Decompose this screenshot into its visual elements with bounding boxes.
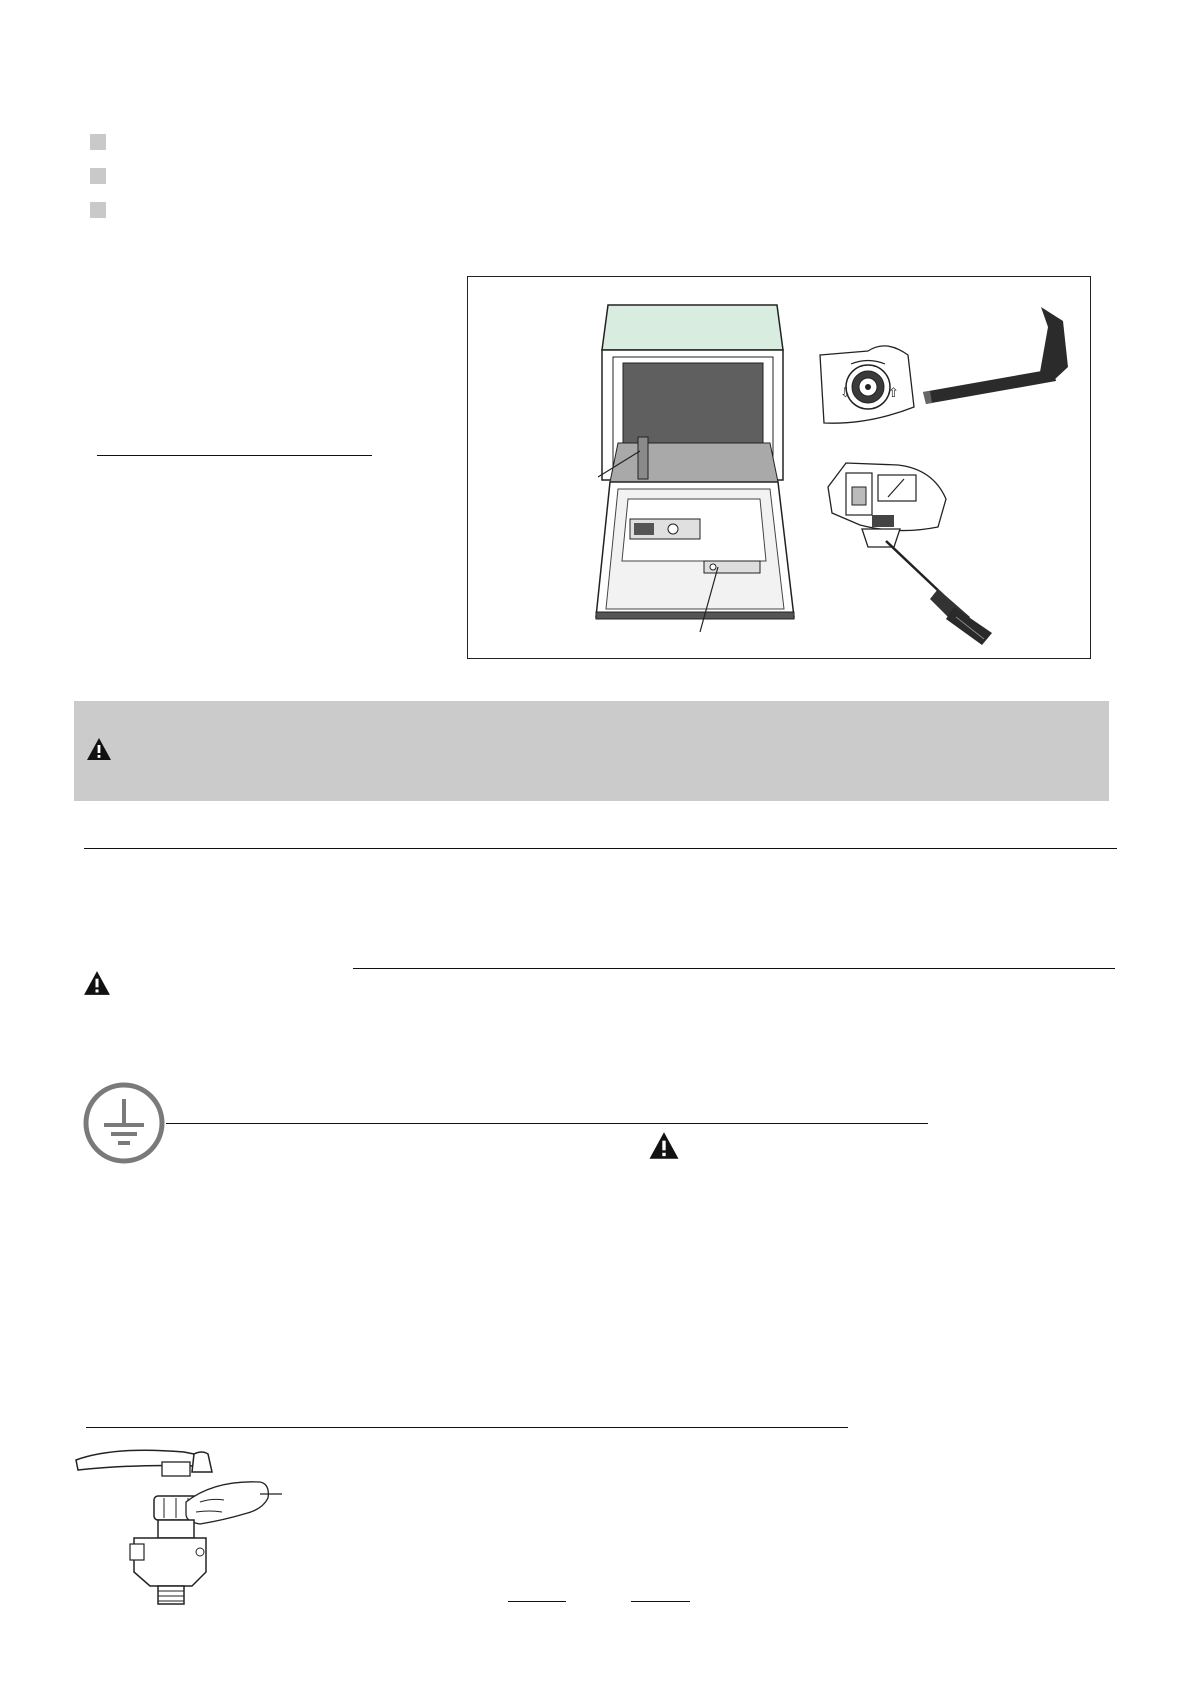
text-underline [631, 1601, 690, 1602]
earth-ground-icon [82, 1081, 166, 1170]
section-divider [353, 968, 1115, 969]
svg-text:⇧: ⇧ [888, 386, 899, 401]
warning-triangle-icon [648, 1131, 680, 1160]
section-divider [84, 848, 1117, 849]
dishwasher-illustration [468, 277, 1089, 657]
installation-figure [467, 276, 1091, 659]
list-bullet [90, 168, 106, 184]
text-underline [97, 455, 372, 456]
section-divider [166, 1123, 928, 1124]
section-divider [86, 1427, 848, 1428]
warning-triangle-icon [83, 970, 111, 996]
list-bullet [90, 202, 106, 218]
list-bullet [90, 134, 106, 150]
svg-text:⇩: ⇩ [840, 386, 851, 401]
text-underline [508, 1601, 566, 1602]
warning-triangle-icon [86, 737, 112, 761]
water-inlet-illustration [74, 1440, 284, 1615]
warning-banner [74, 701, 1109, 801]
